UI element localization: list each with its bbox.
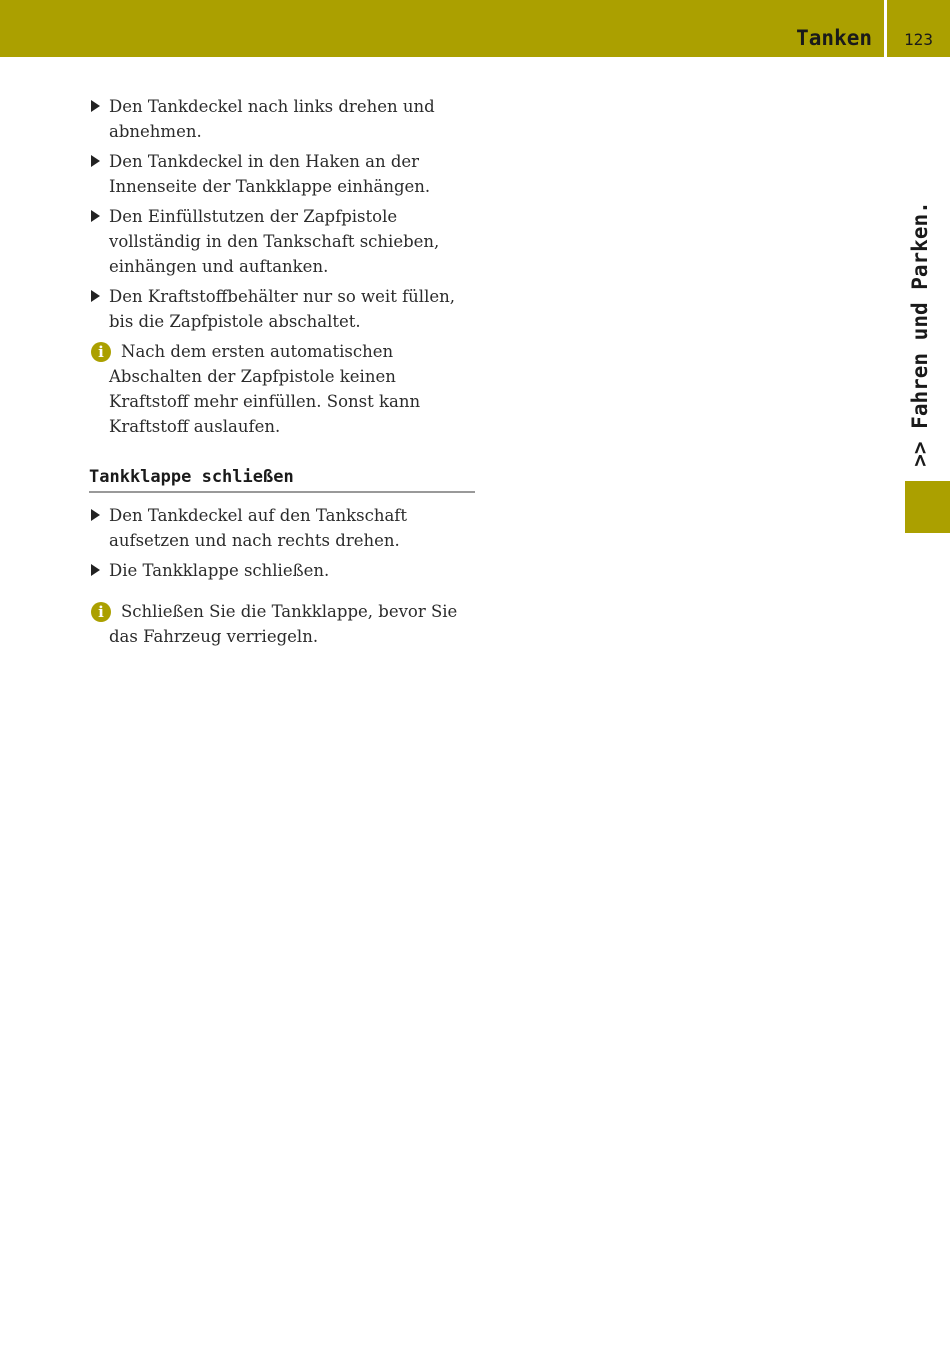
step-item [89,503,475,553]
info-note-text: Nach dem ersten automatischen Abschalten der Zapfpistole keinen Kraftstoff mehr einfüllen. Sonst kann Kraftstoff auslaufen. [109,342,421,436]
info-note [89,339,475,439]
step-item [89,94,475,144]
page-number: 123 [904,30,933,49]
arrow-right-icon [91,155,100,167]
step-text: Den Tankdeckel auf den Tankschaft aufsetzen und nach rechts drehen. [109,506,408,550]
info-note-text: Schließen Sie die Tankklappe, bevor Sie das Fahrzeug verriegeln. [109,602,458,646]
step-text: Den Kraftstoffbehälter nur so weit füllen, bis die Zapfpistole abschaltet. [109,287,456,331]
spacer [89,588,475,599]
step-text: Den Tankdeckel in den Haken an der Innenseite der Tankklappe einhängen. [109,152,431,196]
side-chapter-label-text: >> Fahren und Parken. [908,201,932,467]
arrow-right-icon [91,290,100,302]
step-item [89,204,475,279]
info-note [89,599,475,649]
arrow-right-icon [91,509,100,521]
info-icon: i [91,602,111,622]
arrow-right-icon [91,210,100,222]
step-item [89,558,475,583]
arrow-right-icon [91,100,100,112]
side-chapter-label [905,198,935,470]
info-icon: i [91,342,111,362]
main-content [89,94,475,654]
section-heading: Tankklappe schließen [89,465,475,493]
step-text: Die Tankklappe schließen. [109,561,330,580]
step-item [89,149,475,199]
step-text: Den Tankdeckel nach links drehen und abnehmen. [109,97,435,141]
chapter-tab-marker [905,481,950,533]
step-text: Den Einfüllstutzen der Zapfpistole vollständig in den Tankschaft schieben, einhängen und auftanken. [109,207,440,276]
header-title: Tanken [796,26,872,50]
step-item [89,284,475,334]
arrow-right-icon [91,564,100,576]
